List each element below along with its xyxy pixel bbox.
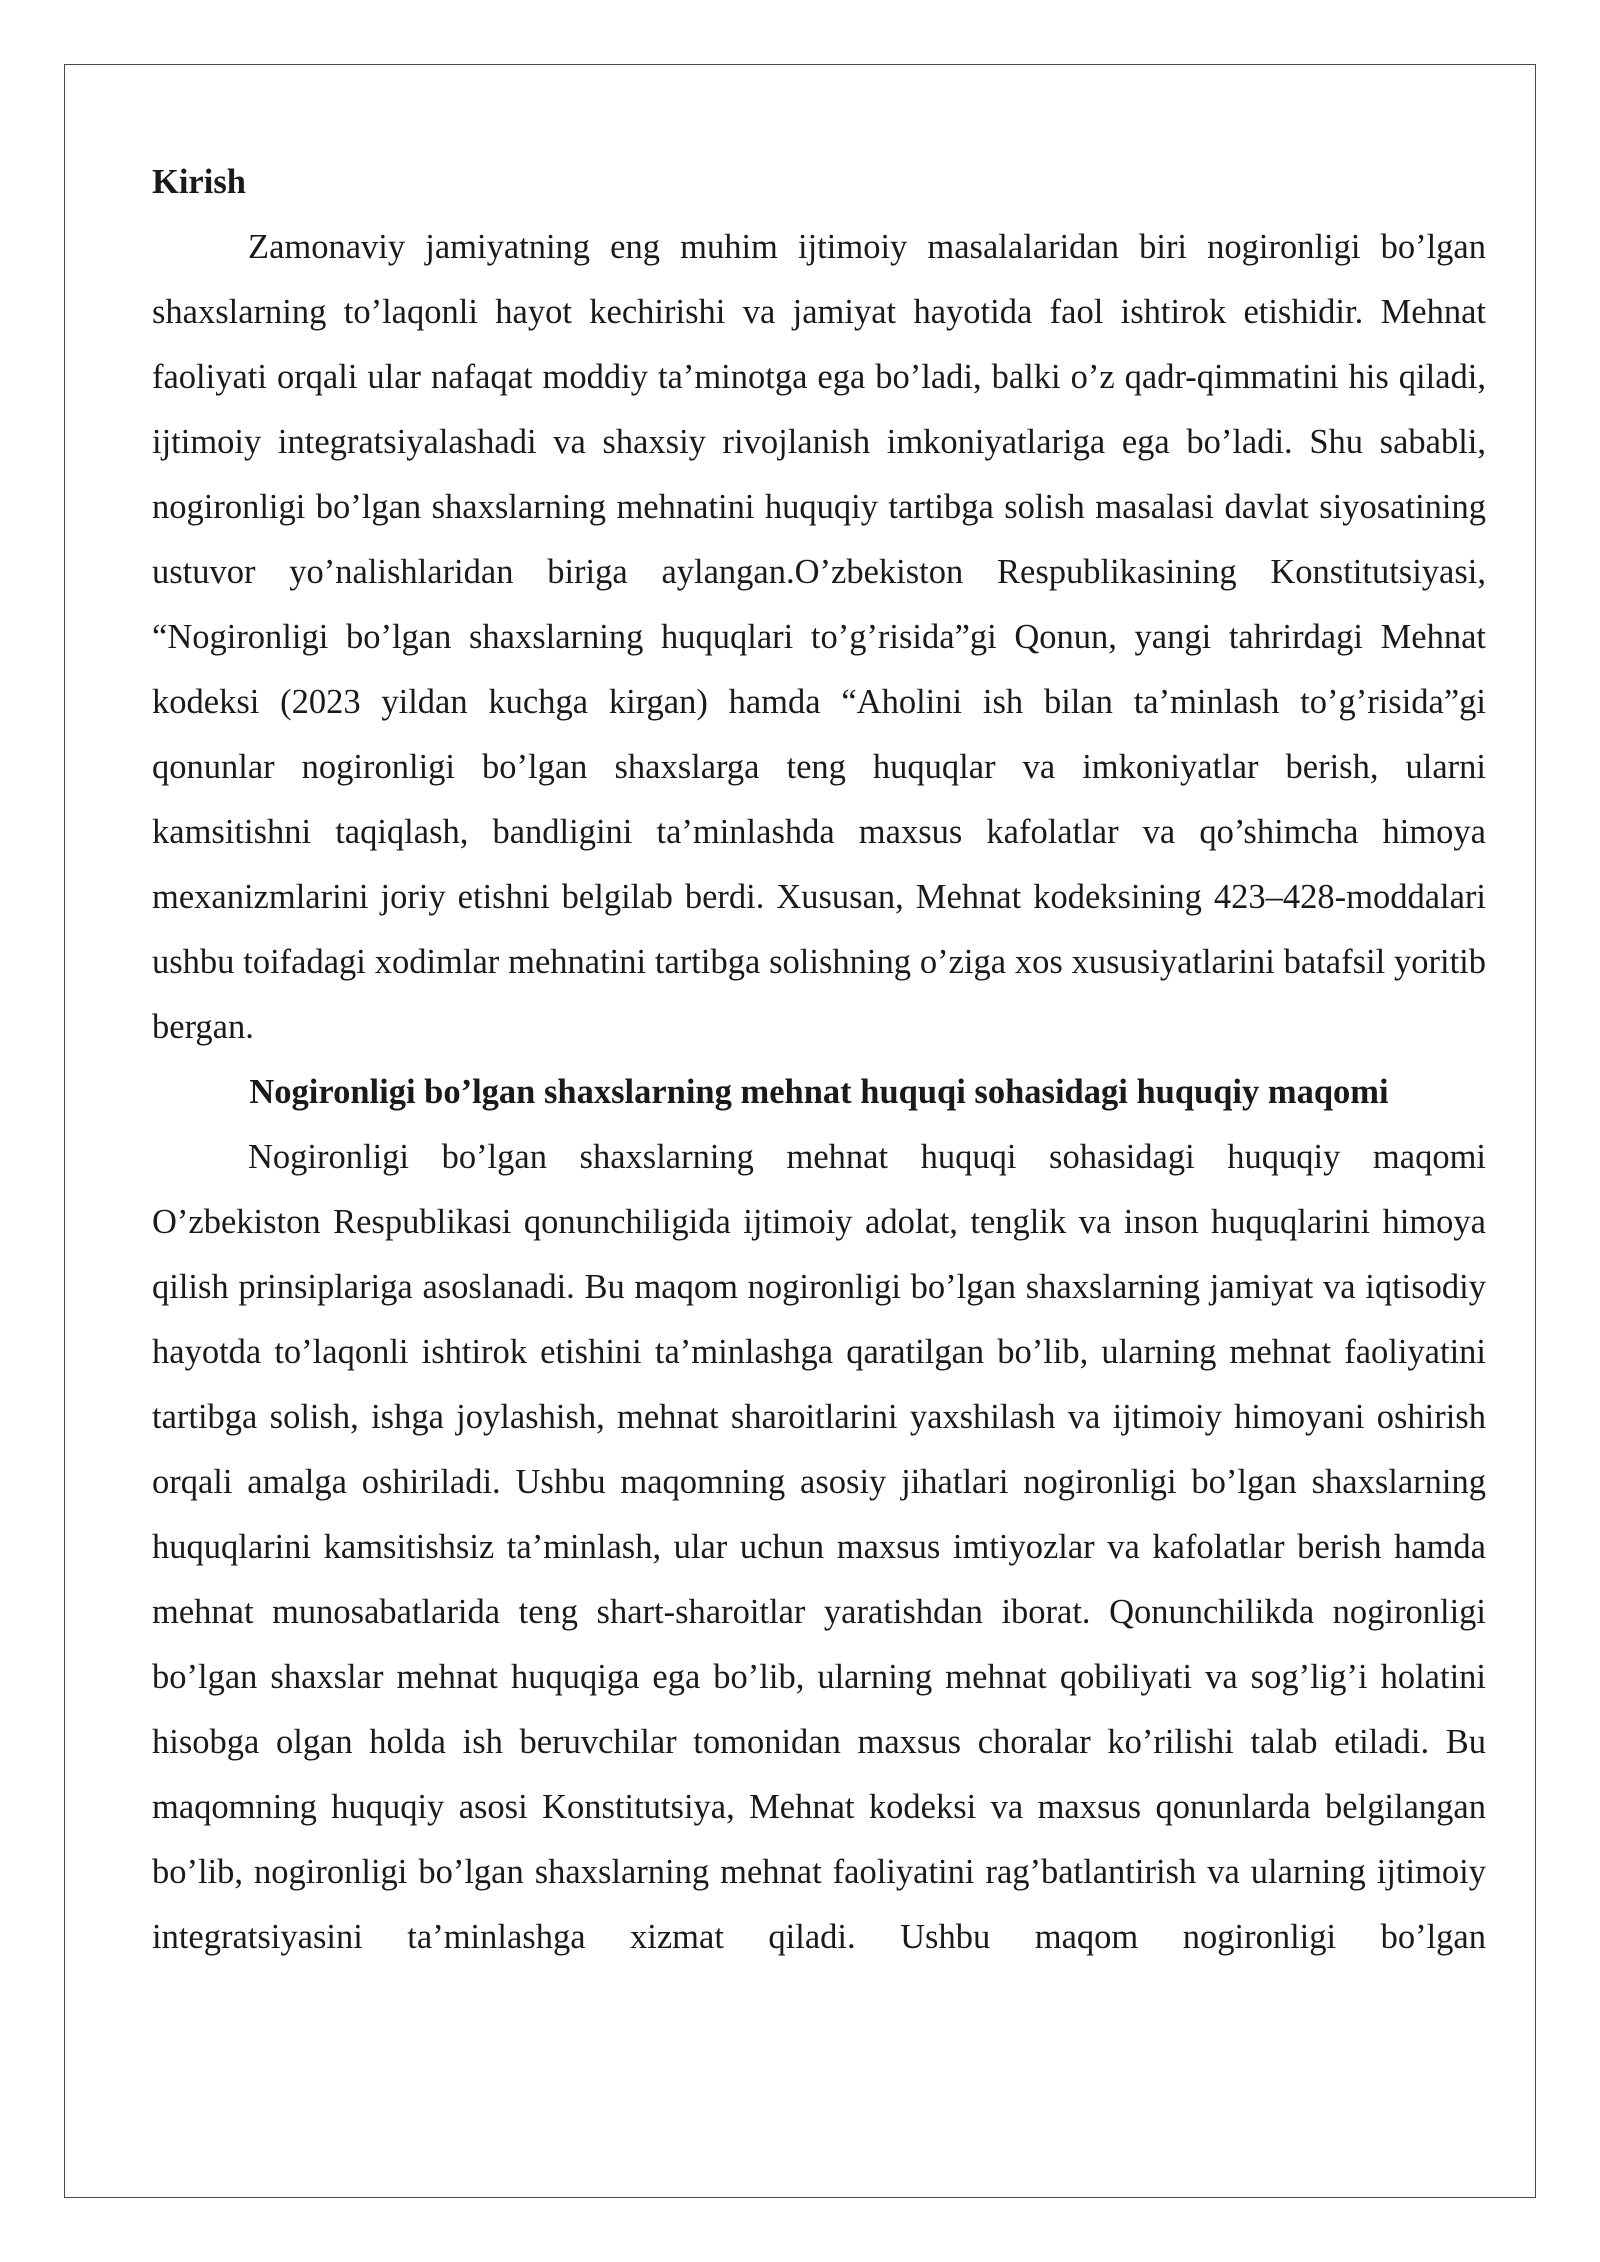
section-heading-kirish: Kirish (152, 163, 246, 201)
legal-status-paragraph: Nogironligi bo’lgan shaxslarning mehnat huquqi sohasidagi huquqiy maqomi O’zbekiston Respublikasi qonunchiligida ijtimoiy adolat, tenglik va inson huquqlarini himoya qilish prinsiplariga asoslanadi. Bu maqom nogironligi bo’lgan shaxslarning jamiyat va iqtisodiy hayotda to’laqonli ishtirok etishini ta’minlashga qaratilgan bo’lib, ularning mehnat faoliyatini tartibga solish, ishga joylashish, mehnat sharoitlarini yaxshilash va ijtimoiy himoyani oshirish orqali amalga oshiriladi. Ushbu maqomning asosiy jihatlari nogironligi bo’lgan shaxslarning huquqlarini kamsitishsiz ta’minlash, ular uchun maxsus imtiyozlar va kafolatlar berish hamda mehnat munosabatlarida teng shart-sharoitlar yaratishdan iborat. Qonunchilikda nogironligi bo’lgan shaxslar mehnat huquqiga ega bo’lib, ularning mehnat qobiliyati va sog’lig’i holatini hisobga olgan holda ish beruvchilar tomonidan maxsus choralar ko’rilishi talab etiladi. Bu maqomning huquqiy asosi Konstitutsiya, Mehnat kodeksi va maxsus qonunlarda belgilangan bo’lib, nogironligi bo’lgan shaxslarning mehnat faoliyatini rag’batlantirish va ularning ijtimoiy integratsiyasini ta’minlashga xizmat qiladi. Ushbu maqom nogironligi bo’lgan (152, 1138, 1486, 1956)
intro-paragraph: Zamonaviy jamiyatning eng muhim ijtimoiy masalalaridan biri nogironligi bo’lgan shaxslarning to’laqonli hayot kechirishi va jamiyat hayotida faol ishtirok etishidir. Mehnat faoliyati orqali ular nafaqat moddiy ta’minotga ega bo’ladi, balki o’z qadr-qimmatini his qiladi, ijtimoiy integratsiyalashadi va shaxsiy rivojlanish imkoniyatlariga ega bo’ladi. Shu sababli, nogironligi bo’lgan shaxslarning mehnatini huquqiy tartibga solish masalasi davlat siyosatining ustuvor yo’nalishlaridan biriga aylangan.O’zbekiston Respublikasining Konstitutsiyasi, “Nogironligi bo’lgan shaxslarning huquqlari to’g’risida”gi Qonun, yangi tahrirdagi Mehnat kodeksi (2023 yildan kuchga kirgan) hamda “Aholini ish bilan ta’minlash to’g’risida”gi qonunlar nogironligi bo’lgan shaxslarga teng huquqlar va imkoniyatlar berish, ularni kamsitishni taqiqlash, bandligini ta’minlashda maxsus kafolatlar va qo’shimcha himoya mexanizmlarini joriy etishni belgilab berdi. Xususan, Mehnat kodeksining 423–428-moddalari ushbu toifadagi xodimlar mehnatini tartibga solishning o’ziga xos xususiyatlarini batafsil yoritib bergan. (152, 228, 1486, 1046)
section-heading-legal-status: Nogironligi bo’lgan shaxslarning mehnat huquqi sohasidagi huquqiy maqomi (249, 1073, 1389, 1111)
document-body (152, 150, 1486, 1970)
